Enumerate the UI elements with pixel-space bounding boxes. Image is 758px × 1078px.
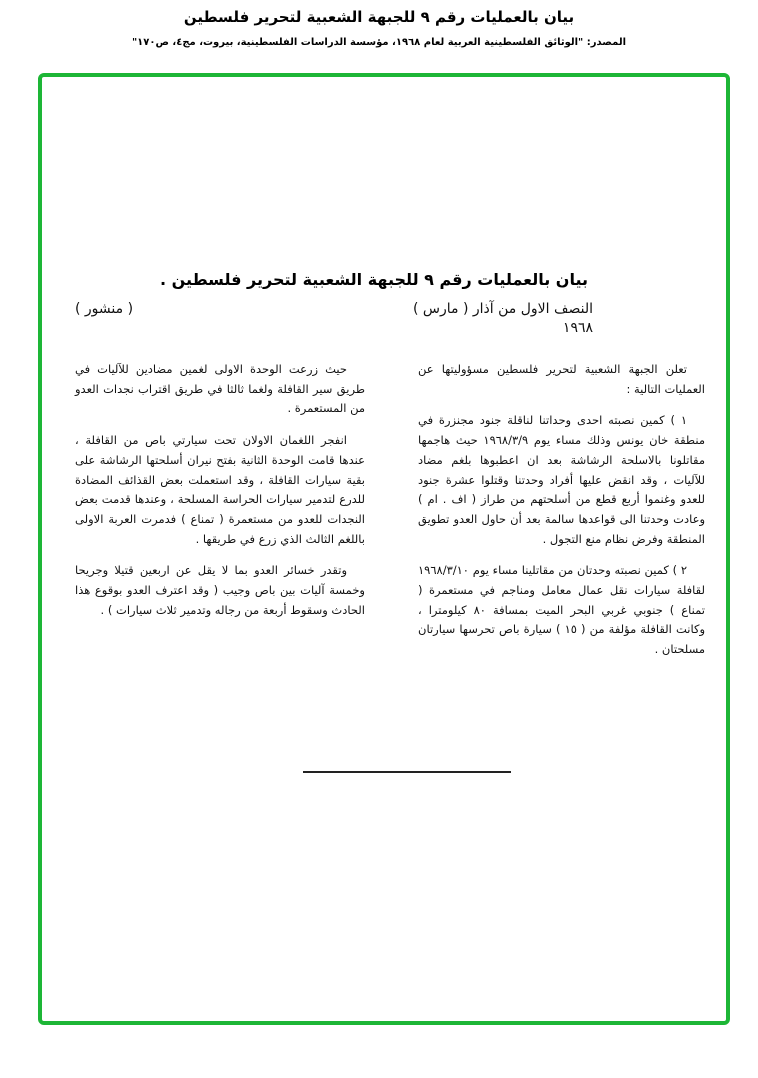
intro-paragraph: تعلن الجبهة الشعبية لتحرير فلسطين مسؤوليتها عن العمليات التالية : [418, 362, 705, 396]
document-title: بيان بالعمليات رقم ٩ للجبهة الشعبية لتحرير فلسطين . [160, 270, 588, 289]
end-divider [303, 771, 511, 773]
document-date-line: النصف الاول من آذار ( مارس ) [413, 301, 593, 317]
explosion-paragraph: انفجر اللغمان الاولان تحت سيارتي باص من القافلة ، عندها قامت الوحدة الثانية بفتح نيران أسلحتها الرشاشة على بقية سيارات القافلة ، وقد استعملت بعض القذائف المضادة للدرع لتدمير سيارات الحراسة المسلحة ، وعندها قدمت بعض النجدات للعدو من مستعمرة ( تمناع ) فدمرت العربة الاولى باللغم الثالث الذي زرع في طريقها . [75, 433, 365, 546]
published-label: ( منشور ) [75, 301, 134, 317]
right-column [418, 360, 705, 672]
losses-paragraph: وتقدر خسائر العدو بما لا يقل عن اربعين قتيلا وجريحا وخمسة آليات بين باص وجيب ( وقد اعترف العدو بوقوع هذا الحادث وسقوط أربعة من رجاله وتدمير ثلاث سيارات ) . [75, 563, 365, 617]
header-title: بيان بالعمليات رقم ٩ للجبهة الشعبية لتحرير فلسطين [183, 8, 575, 26]
left-column [75, 360, 365, 632]
operation-1-paragraph: ١ ) كمين نصبته احدى وحداتنا لناقلة جنود مجنزرة في منطقة خان يونس وذلك مساء يوم ١٩٦٨/٣/٩ حيث هاجمها مقاتلونا بالاسلحة الرشاشة بعد ان اعطبوها بلغم مضاد للآليات ، وقد انقض عليها أفراد وحدتنا وقتلوا عشرة جنود للعدو وغنموا أربع قطع من أسلحتهم من طراز ( اف . ام ) وعادت وحدتنا الى قواعدها سالمة بعد أن حاول العدو تطويق المنطقة وفرض نظام منع التجول . [418, 413, 705, 546]
header-source-citation: المصدر: "الوثائق الفلسطينية العربية لعام ١٩٦٨، مؤسسة الدراسات الفلسطينية، بيروت، مج٤، ص١٧٠" [131, 37, 627, 48]
operation-2-paragraph: ٢ ) كمين نصبته وحدتان من مقاتلينا مساء يوم ١٩٦٨/٣/١٠ لقافلة سيارات نقل عمال معامل ومناجم في مستعمرة ( تمناع ) جنوبي غربي البحر الميت بمسافة ٨٠ كيلومترا ، وكانت القافلة مؤلفة من ( ١٥ ) سيارة باص تحرسها سيارتان مسلحتان . [418, 563, 705, 657]
operation-2-continued-paragraph: حيث زرعت الوحدة الاولى لغمين مضادين للآليات في طريق سير القافلة ولغما ثالثا في طريق اقتراب نجدات العدو من المستعمرة . [75, 362, 365, 416]
document-year: ١٩٦٨ [562, 320, 593, 336]
